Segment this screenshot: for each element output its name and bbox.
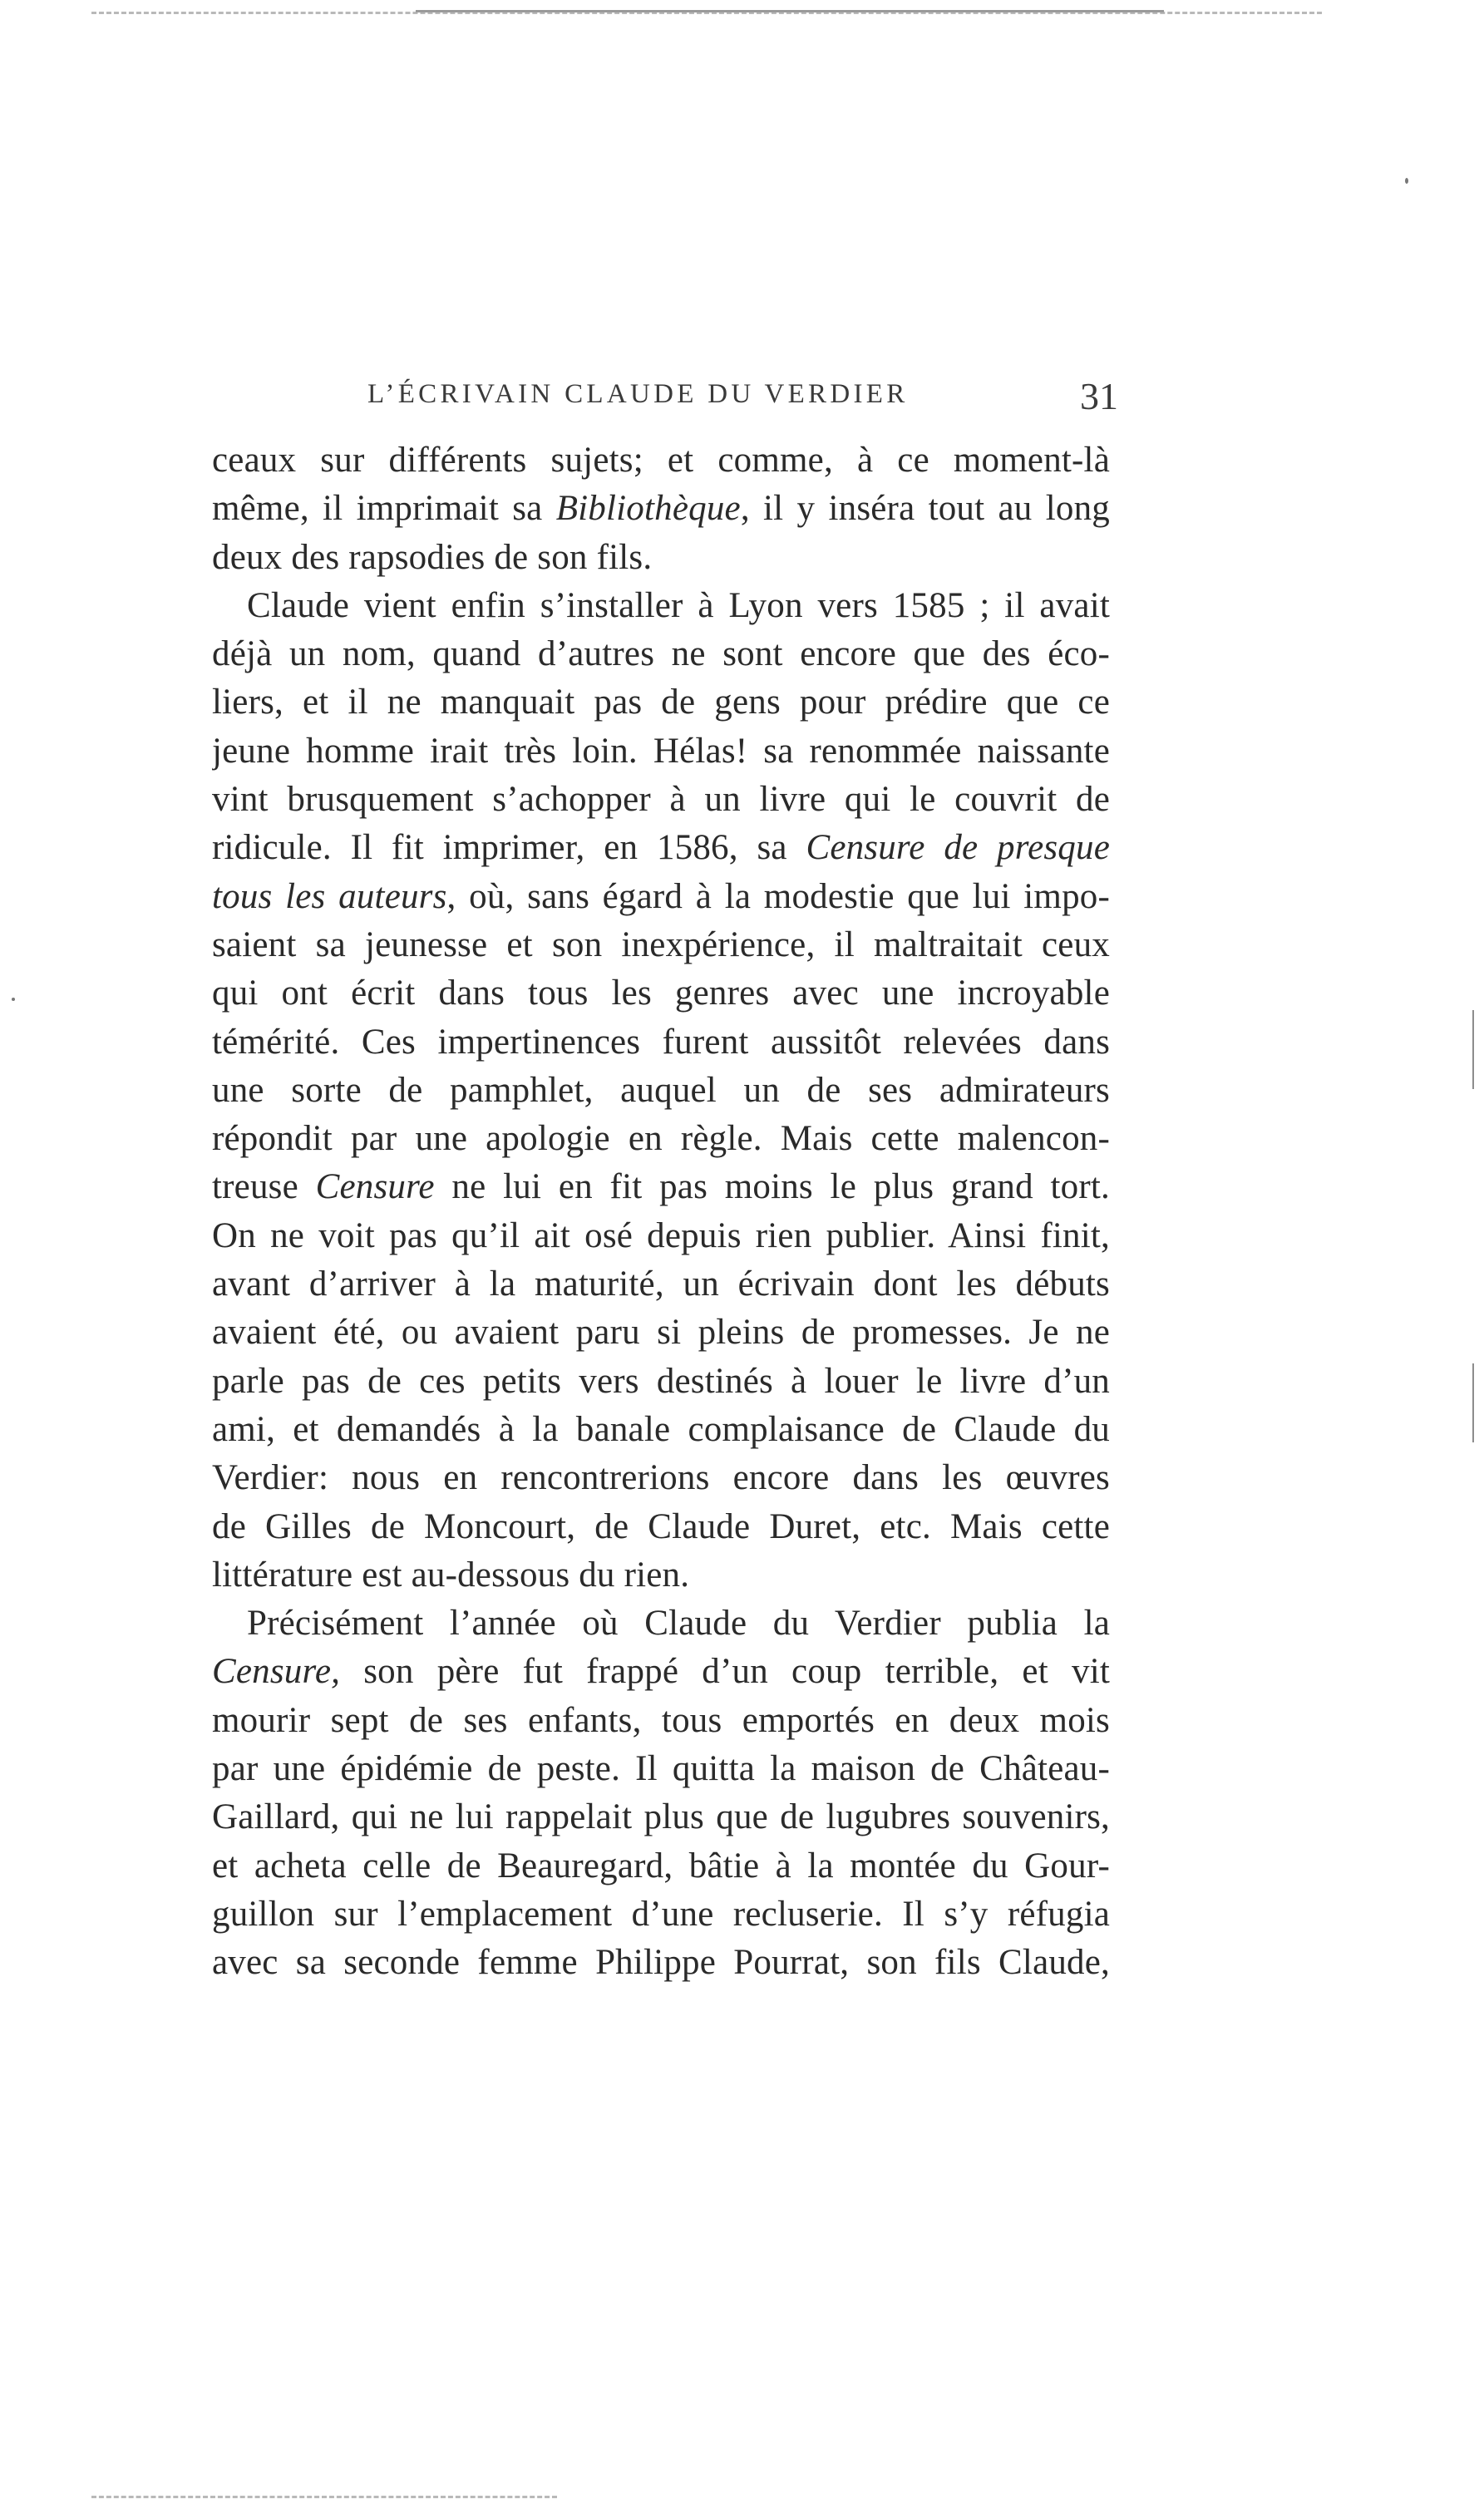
text-line: guillon sur l’emplacement d’une recluserie. Il s’y réfugia (212, 1894, 1110, 1934)
text-line (212, 873, 1110, 921)
text-line: qui ont écrit dans tous les genres avec une incroyable (212, 974, 1110, 1013)
text-line: déjà un nom, quand d’autres ne sont encore que des éco- (212, 634, 1110, 674)
text-line: mourir sept de ses enfants, tous emportés en deux mois (212, 1700, 1110, 1740)
text-line: avec sa seconde femme Philippe Pourrat, son fils Claude, (212, 1943, 1110, 1983)
text-line: Verdier: nous en rencontrerions encore dans les œuvres (212, 1458, 1110, 1498)
text-line: littérature est au-dessous du rien. (212, 1555, 690, 1595)
text-line: et acheta celle de Beauregard, bâtie à la montée du Gour- (212, 1846, 1110, 1886)
text-segment: même, il imprimait sa (212, 489, 556, 529)
text-segment: son père fut frappé d’un coup terrible, et vit (340, 1652, 1110, 1692)
text-line: Claude vient enfin s’installer à Lyon vers 1585 ; il avait (247, 585, 1110, 625)
text-line: Précisément l’année où Claude du Verdier publia la (247, 1604, 1110, 1644)
text-line: On ne voit pas qu’il ait osé depuis rien publier. Ainsi finit, (212, 1215, 1110, 1255)
text-line: par une épidémie de peste. Il quitta la maison de Château- (212, 1749, 1110, 1789)
text-line: ceaux sur différents sujets; et comme, à ce moment-là (212, 441, 1110, 480)
text-line: parle pas de ces petits vers destinés à louer le livre d’un (212, 1361, 1110, 1401)
top-scan-rule (416, 10, 1164, 12)
text-segment: , où, sans égard à la modestie que lui impo- (446, 876, 1110, 916)
text-line: témérité. Ces impertinences furent aussitôt relevées dans (212, 1022, 1110, 1062)
text-line: avaient été, ou avaient paru si pleins de promesses. Je ne (212, 1313, 1110, 1353)
margin-mark (1472, 1363, 1474, 1442)
text-line: liers, et il ne manquait pas de gens pour prédire que ce (212, 683, 1110, 722)
italic-title: tous les auteurs (212, 876, 447, 916)
bottom-scan-edge (91, 2496, 557, 2498)
running-title: L’ÉCRIVAIN CLAUDE DU VERDIER (367, 379, 909, 409)
text-line: ami, et demandés à la banale complaisance de Claude du (212, 1409, 1110, 1449)
text-line: de Gilles de Moncourt, de Claude Duret, etc. Mais cette (212, 1506, 1110, 1546)
text-line: saient sa jeunesse et son inexpérience, il maltraitait ceux (212, 924, 1110, 964)
text-segment: treuse (212, 1167, 316, 1207)
scan-speck (12, 998, 15, 1001)
margin-mark (1472, 1010, 1474, 1089)
page-number: 31 (1080, 375, 1118, 417)
scan-speck (1405, 178, 1408, 184)
text-line: jeune homme irait très loin. Hélas! sa renommée naissante (212, 731, 1110, 771)
text-line: avant d’arriver à la maturité, un écrivain dont les débuts (212, 1264, 1110, 1304)
text-line (212, 1648, 1110, 1696)
text-line (212, 1163, 1110, 1211)
italic-title: Censure, (212, 1652, 341, 1692)
body-text (212, 436, 1110, 1988)
text-line: répondit par une apologie en règle. Mais cette malencon- (212, 1119, 1110, 1159)
text-segment: ne lui en fit pas moins le plus grand tort. (434, 1167, 1110, 1207)
text-segment: ridicule. Il fit imprimer, en 1586, sa (212, 828, 806, 868)
italic-title: Bibliothèque (555, 489, 741, 529)
text-line: une sorte de pamphlet, auquel un de ses admirateurs (212, 1070, 1110, 1110)
running-head (212, 374, 1118, 424)
text-line (212, 485, 1110, 533)
text-line: Gaillard, qui ne lui rappelait plus que de lugubres souvenirs, (212, 1797, 1110, 1837)
text-line: deux des rapsodies de son fils. (212, 537, 653, 577)
text-segment: , il y inséra tout au long (740, 489, 1110, 529)
text-line (212, 824, 1110, 872)
italic-title: Censure (315, 1167, 435, 1207)
italic-title: Censure de presque (806, 828, 1110, 868)
text-line: vint brusquement s’achopper à un livre qui le couvrit de (212, 780, 1110, 820)
